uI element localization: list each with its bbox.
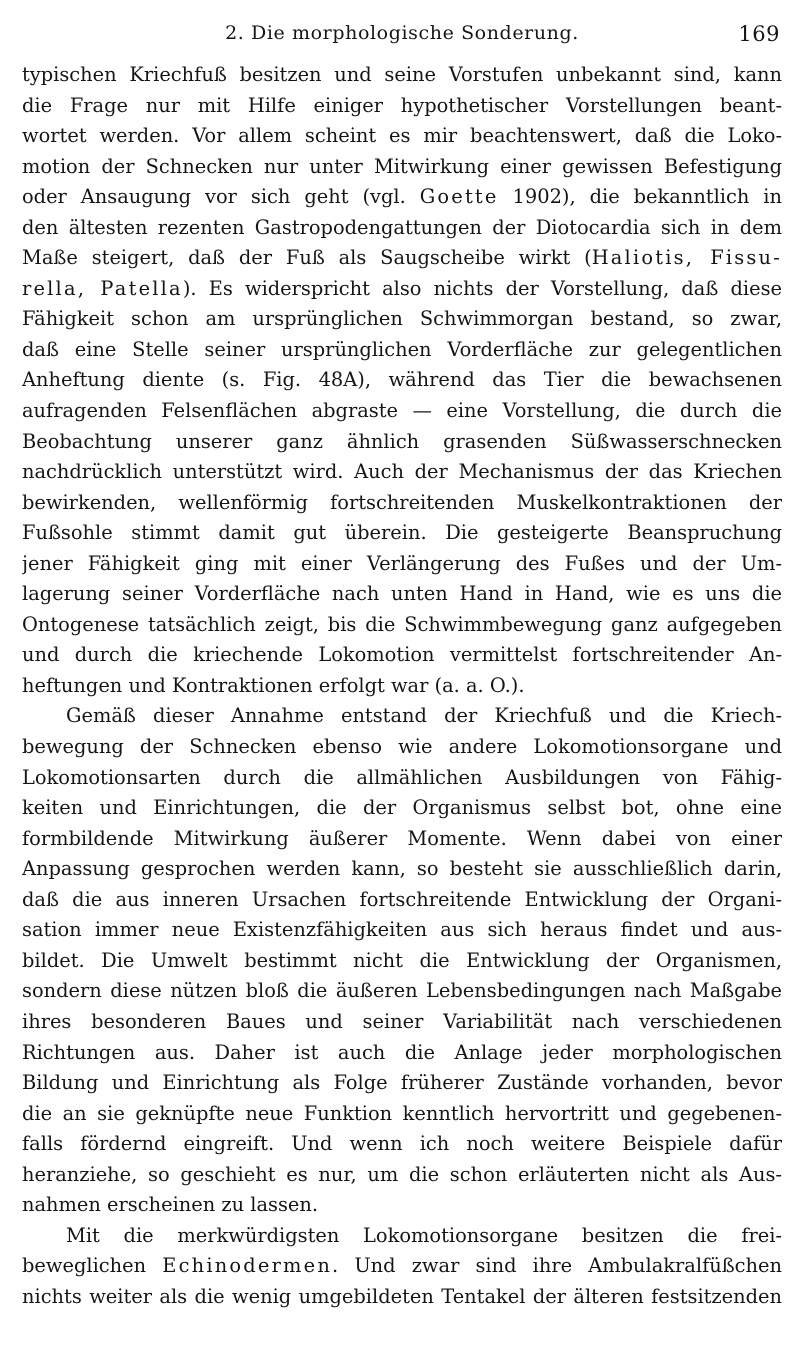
text-line: falls fördernd eingreift. Und wenn ich noch weitere Beispiele dafür [22, 1132, 782, 1156]
text-line: nachdrücklich unterstützt wird. Auch der Mechanismus der das Kriechen [22, 460, 782, 484]
text-line: lagerung seiner Vorderfläche nach unten Hand in Hand, wie es uns die [22, 582, 782, 606]
text-line: jener Fähigkeit ging mit einer Verlängerung des Fußes und der Um- [22, 551, 782, 575]
body-text [22, 60, 782, 1312]
text-line: bewirkenden, wellenförmig fortschreitenden Muskelkontraktionen der [22, 490, 782, 514]
text-line: nahmen erscheinen zu lassen. [22, 1193, 319, 1217]
running-title: 2. Die morphologische Sonderung. [225, 22, 579, 44]
text-line: Ontogenese tatsächlich zeigt, bis die Schwimmbewegung ganz aufgegeben [22, 612, 782, 636]
text-line: Fähigkeit schon am ursprünglichen Schwimmorgan bestand, so zwar, [22, 307, 782, 331]
text-line: sondern diese nützen bloß die äußeren Lebensbedingungen nach Maßgabe [22, 979, 782, 1003]
text-line: die an sie geknüpfte neue Funktion kenntlich hervortritt und gegebenen- [22, 1101, 782, 1125]
text-line: heranziehe, so geschieht es nur, um die schon erläuterten nicht als Aus- [22, 1162, 782, 1186]
text-line: aufragenden Felsenflächen abgraste — eine Vorstellung, die durch die [22, 399, 782, 423]
text-line: den ältesten rezenten Gastropodengattungen der Diotocardia sich in dem [22, 215, 782, 239]
text-line: Beobachtung unserer ganz ähnlich grasenden Süßwasserschnecken [22, 429, 782, 453]
text-line: Bildung und Einrichtung als Folge früherer Zustände vorhanden, bevor [22, 1071, 782, 1095]
paragraph [22, 1221, 782, 1313]
text-line: wortet werden. Vor allem scheint es mir beachtenswert, daß die Loko- [22, 124, 782, 148]
text-line: bewegung der Schnecken ebenso wie andere Lokomotionsorgane und [22, 735, 782, 759]
text-line: Gemäß dieser Annahme entstand der Kriechfuß und die Kriech- [66, 704, 782, 728]
text-line: typischen Kriechfuß besitzen und seine Vorstufen unbekannt sind, kann [22, 63, 782, 86]
text-line: Fußsohle stimmt damit gut überein. Die gesteigerte Beanspruchung [22, 521, 782, 545]
text-line: Mit die merkwürdigsten Lokomotionsorgane besitzen die frei- [66, 1223, 782, 1247]
text-line: Anheftung diente (s. Fig. 48A), während das Tier die bewachsenen [22, 368, 782, 392]
text-line: Maße steigert, daß der Fuß als Saugscheibe wirkt (Haliotis, Fissu- [22, 246, 782, 270]
text-line: und durch die kriechende Lokomotion vermittelst fortschreitender An- [22, 643, 782, 667]
genus-names: rella, Patella [22, 276, 183, 300]
text-line: motion der Schnecken nur unter Mitwirkung einer gewissen Befestigung [22, 154, 782, 178]
text-line: Richtungen aus. Daher ist auch die Anlage jeder morphologischen [22, 1040, 782, 1064]
text-line: oder Ansaugung vor sich geht (vgl. Goette 1902), die bekanntlich in [22, 185, 782, 209]
text-line: formbildende Mitwirkung äußerer Momente. Wenn dabei von einer [22, 826, 782, 850]
text-line: daß die aus inneren Ursachen fortschreitende Entwicklung der Organi- [22, 887, 782, 911]
paragraph [22, 60, 782, 701]
text-line: beweglichen Echinodermen. Und zwar sind ihre Ambulakralfüßchen [22, 1254, 782, 1278]
running-header [22, 22, 782, 56]
genus-names: Haliotis, Fissu- [591, 246, 782, 270]
text-line: Lokomotionsarten durch die allmählichen Ausbildungen von Fähig- [22, 765, 782, 789]
text-line: rella, Patella). Es widerspricht also nichts der Vorstellung, daß diese [22, 276, 782, 300]
paragraph [22, 701, 782, 1220]
author-name: Goette [419, 185, 499, 209]
page-number: 169 [738, 22, 780, 46]
text-line: die Frage nur mit Hilfe einiger hypothetischer Vorstellungen beant- [22, 93, 782, 117]
text-line: daß eine Stelle seiner ursprünglichen Vorderfläche zur gelegentlichen [22, 337, 782, 361]
text-line: bildet. Die Umwelt bestimmt nicht die Entwicklung der Organismen, [22, 948, 782, 972]
text-line: ihres besonderen Baues und seiner Variabilität nach verschiedenen [22, 1009, 782, 1033]
text-line: Anpassung gesprochen werden kann, so besteht sie ausschließlich darin, [22, 857, 782, 881]
text-line: sation immer neue Existenzfähigkeiten aus sich heraus findet und aus- [22, 918, 782, 942]
text-line: heftungen und Kontraktionen erfolgt war (a. a. O.). [22, 673, 525, 697]
text-line: nichts weiter als die wenig umgebildeten Tentakel der älteren festsitzenden [22, 1284, 782, 1308]
text-line: keiten und Einrichtungen, die der Organismus selbst bot, ohne eine [22, 796, 782, 820]
taxon-name: Echinodermen [162, 1254, 333, 1278]
